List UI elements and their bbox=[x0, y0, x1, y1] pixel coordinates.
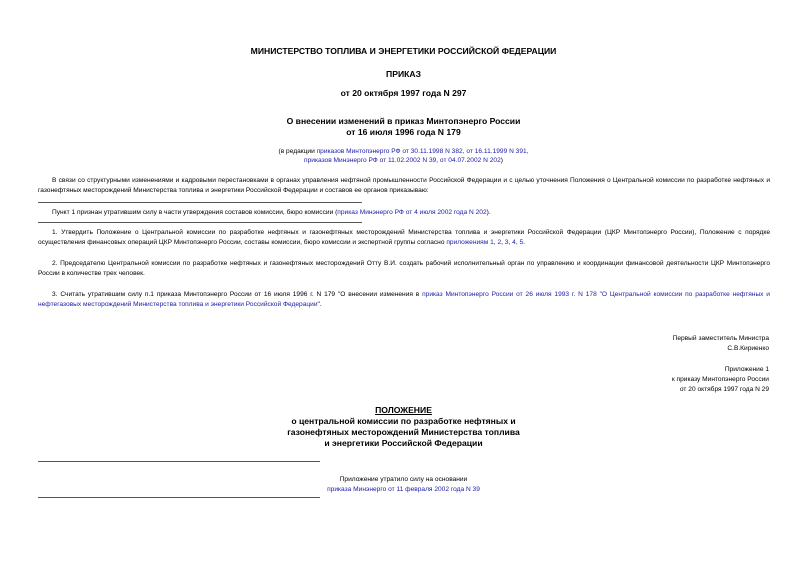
divider-footer-top bbox=[38, 461, 320, 462]
preamble-paragraph bbox=[38, 176, 770, 195]
subject-line-1: О внесении изменений в приказ Минтопэнерго России bbox=[286, 116, 521, 126]
appendix-link-4[interactable]: 4 bbox=[512, 238, 516, 246]
signature-position: Первый заместитель Министра bbox=[672, 335, 769, 342]
regulation-line-2: газонефтяных месторождений Министерства топлива bbox=[287, 427, 520, 437]
revisions-link-2[interactable]: приказов Минэнерго РФ от 11.02.2002 N 39, от 04.07.2002 N 202 bbox=[304, 157, 501, 164]
appendix-link-2[interactable]: 2 bbox=[497, 238, 502, 246]
note1-paragraph bbox=[38, 208, 770, 218]
item1-paragraph: 1. Утвердить Положение о Центральной комиссии по разработке нефтяных и газонефтяных месторождений Министерства топлива и энергетики Российской Федерации (ЦКР Минтопэнерго России), Положение с порядке осуществления финансовых операций ЦКР Минтопэнерго России, составы комиссии, бюро комиссии и экспертной группы согласно приложениям 1, 2, 3, 4, 5. bbox=[38, 229, 770, 246]
appendix-label: Приложение 1 bbox=[724, 366, 769, 373]
note1-suffix: ). bbox=[486, 209, 491, 216]
signature-name: С.В.Кириенко bbox=[727, 345, 769, 352]
note1-link[interactable]: приказ Минэнерго РФ от 4 июля 2002 года N 202 bbox=[337, 209, 487, 216]
regulation-line-1: о центральной комиссии по разработке нефтяных и bbox=[291, 416, 516, 426]
note1-text: Пункт 1 признан утратившим силу в части утверждения составов комиссии, бюро комиссии ( bbox=[52, 209, 338, 216]
item1-text: 1. Утвердить Положение о Центральной комиссии по разработке нефтяных и газонефтяных месторождений Министерства топлива и энергетики Российской Федерации (ЦКР Минтопэнерго России), Положение с порядке осуществления финансовых операций ЦКР Минтопэнерго России, составы комиссии, бюро комиссии и экспертной группы согласно bbox=[38, 229, 770, 246]
subject-line-2: от 16 июля 1996 года N 179 bbox=[346, 127, 461, 137]
revisions-line-2 bbox=[0, 156, 807, 166]
appendix-link-5[interactable]: 5 bbox=[519, 238, 524, 246]
revisions-suffix: ) bbox=[500, 157, 503, 164]
divider-footer-bottom bbox=[38, 497, 320, 498]
footer-note-text: Приложение утратило силу на основании bbox=[339, 476, 468, 483]
appendix-link-3[interactable]: 3 bbox=[504, 238, 509, 246]
item3-text: 3. Считать утратившим силу п.1 приказа Минтопэнерго России от 16 июля 1996 г. N 179 "О внесении изменения в bbox=[52, 291, 423, 298]
appendix-to-order: к приказу Минтопэнерго России bbox=[671, 376, 769, 383]
appendix-link-1[interactable]: приложениям 1 bbox=[446, 238, 494, 246]
item2-paragraph bbox=[38, 259, 770, 278]
appendix-date: от 20 октября 1997 года N 29 bbox=[679, 386, 769, 393]
divider-top bbox=[38, 202, 362, 203]
preamble-text: В связи со структурными изменениями и кадровыми перестановками в органах управления нефтяной промышленности Российской Федерации и с целью уточнения Положения о Центральной комиссии по разработке нефтяных и газонефтяных месторождений Министерства топлива и энергетики Российской Федерации и составов ее органов приказываю: bbox=[38, 177, 770, 194]
revisions-prefix: (в редакции bbox=[278, 148, 317, 155]
item2-text: 2. Председателю Центральной комиссии по разработке нефтяных и газонефтяных месторождений Отту В.И. создать рабочий исполнительный орган по управлению и координации финансовой деятельности ЦКР Минтопэнерго России в количестве трех человек. bbox=[38, 260, 770, 277]
doc-date: от 20 октября 1997 года N 297 bbox=[340, 88, 467, 98]
regulation-title: ПОЛОЖЕНИЕ bbox=[375, 405, 432, 415]
footer-note-link[interactable]: приказа Минэнерго от 11 февраля 2002 года N 39 bbox=[327, 486, 480, 493]
divider-note1 bbox=[38, 222, 362, 223]
item3-suffix: ". bbox=[317, 300, 322, 308]
doc-type: ПРИКАЗ bbox=[386, 69, 421, 79]
revisions-link-1[interactable]: приказов Минтопэнерго РФ от 30.11.1998 N 382, от 16.11.1999 N 391, bbox=[316, 148, 529, 155]
regulation-line-3: и энергетики Российской Федерации bbox=[324, 438, 483, 448]
item3-paragraph bbox=[38, 290, 770, 309]
item3-link[interactable]: приказ Минтопэнерго России от 26 июля 1993 г. N 178 "О Центральной комиссии по разработке нефтяных и нефтегазовых месторождений Министерства топлива и энергетики Российской Федерации bbox=[38, 291, 770, 308]
ministry-heading: МИНИСТЕРСТВО ТОПЛИВА И ЭНЕРГЕТИКИ РОССИЙСКОЙ ФЕДЕРАЦИИ bbox=[250, 46, 557, 56]
footer-note-link-line bbox=[0, 485, 807, 495]
